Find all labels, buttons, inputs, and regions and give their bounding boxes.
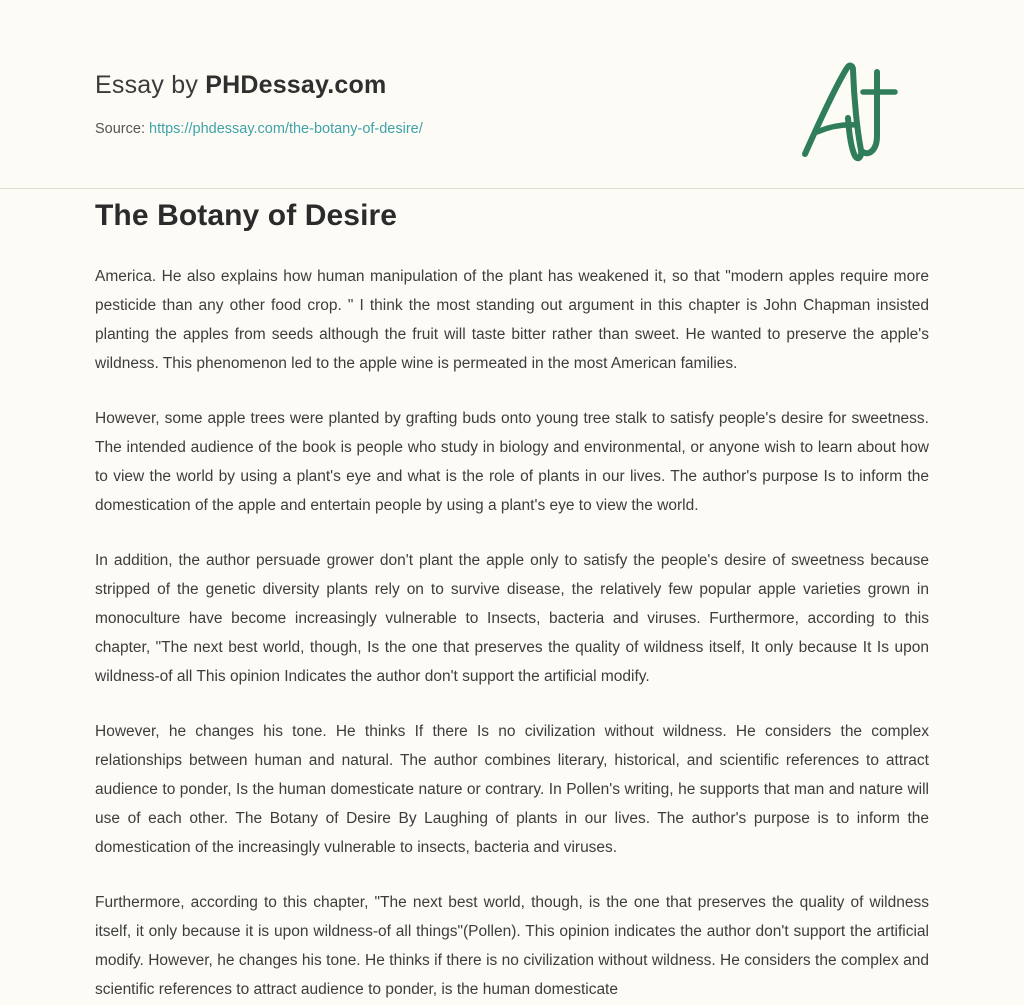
body-paragraph: In addition, the author persuade grower don't plant the apple only to satisfy the people's desire of sweetness because stripped of the genetic diversity plants rely on to survive disease, the relatively few popular apple varieties grown in monoculture have become increasingly vulnerable to Insects, bacteria and viruses. Furthermore, according to this chapter, "The next best world, though, Is the one that preserves the quality of wildness itself, It only because It Is upon wildness-of all This opinion Indicates the author don't support the artificial modify. <box>95 551 929 685</box>
body-paragraph: However, some apple trees were planted by grafting buds onto young tree stalk to satisfy people's desire for sweetness. The intended audience of the book is people who study in biology and environmental, or anyone wish to learn about how to view the world by using a plant's eye and what is the role of plants in our lives. The author's purpose Is to inform the domestication of the apple and entertain people by using a plant's eye to view the world. <box>95 409 929 514</box>
body-paragraph: Furthermore, according to this chapter, "The next best world, though, is the one that preserves the quality of wildness itself, it only because it is upon wildness-of all things"(Pollen). This opinion indicates the author don't support the artificial modify. However, he changes his tone. He thinks if there is no civilization without wildness. He considers the complex and scientific references to attract audience to ponder, is the human domesticate <box>95 893 929 998</box>
document-header <box>95 0 929 137</box>
body-paragraph: America. He also explains how human manipulation of the plant has weakened it, so that "modern apples require more pesticide than any other food crop. " I think the most standing out argument in this chapter is John Chapman insisted planting the apples from seeds although the fruit will taste bitter rather than sweet. He wanted to preserve the apple's wildness. This phenomenon led to the apple wine is permeated in the most American families. <box>95 268 929 372</box>
source-label: Source: <box>95 121 149 137</box>
document-body <box>95 263 929 1005</box>
brand-by-label: by <box>164 71 206 99</box>
brand-site-label: PHDessay.com <box>205 71 387 99</box>
source-url-link[interactable]: https://phdessay.com/the-botany-of-desire/ <box>149 121 423 137</box>
header-divider <box>0 188 1024 189</box>
brand-essay-label: Essay <box>95 71 165 99</box>
a-plus-logo-icon <box>791 58 911 168</box>
body-paragraph: However, he changes his tone. He thinks If there Is no civilization without wildness. He considers the complex relationships between human and natural. The author combines literary, historical, and scientific references to attract audience to ponder, Is the human domesticate nature or contrary. In Pollen's writing, he supports that man and nature will use of each other. The Botany of Desire By Laughing of plants in our lives. The author's purpose is to inform the domestication of the increasingly vulnerable to insects, bacteria and viruses. <box>95 722 929 856</box>
page-title: The Botany of Desire <box>95 199 398 232</box>
